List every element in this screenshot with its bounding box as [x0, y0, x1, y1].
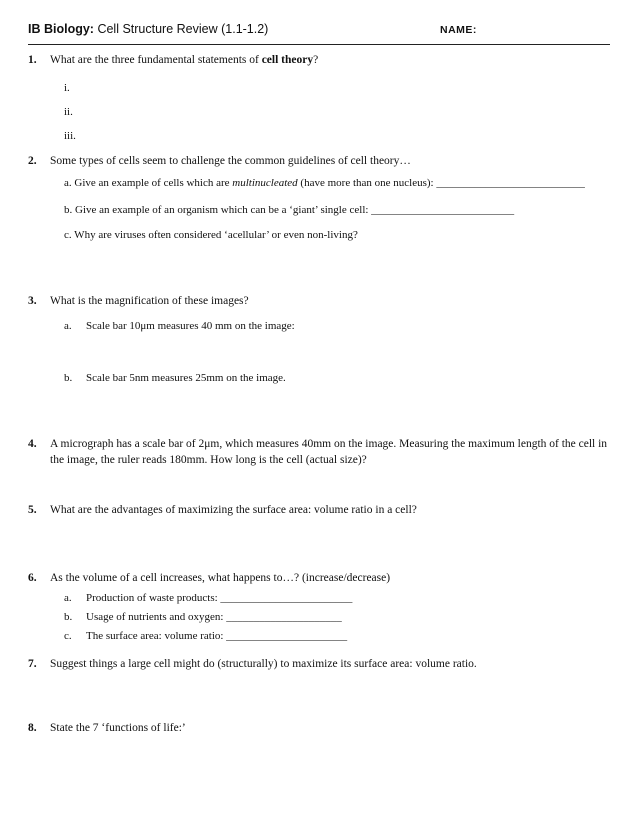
- question-number: 4.: [28, 438, 37, 450]
- question-number: 7.: [28, 658, 37, 670]
- question-text: What are the advantages of maximizing the surface area: volume ratio in a cell?: [50, 504, 417, 516]
- question-6b: b. Usage of nutrients and oxygen: _____________________: [64, 611, 342, 623]
- question-text: State the 7 ‘functions of life:’: [50, 722, 186, 734]
- question-3a: a. Scale bar 10μm measures 40 mm on the image:: [64, 320, 295, 332]
- question-6a: a. Production of waste products: ________________________: [64, 592, 353, 604]
- question-number: 5.: [28, 504, 37, 516]
- worksheet-title: [28, 22, 268, 36]
- theory-item-i: i.: [64, 82, 70, 94]
- question-text: A micrograph has a scale bar of 2μm, which measures 40mm on the image. Measuring the maximum length of the cell in the image, the ruler reads 180mm. How long is the cell (actual size)?: [50, 438, 608, 466]
- question-text: Some types of cells seem to challenge the common guidelines of cell theory…: [50, 155, 411, 167]
- title-text: Cell Structure Review (1.1-1.2): [97, 22, 269, 36]
- question-text: What is the magnification of these images?: [50, 295, 249, 307]
- question-number: 2.: [28, 155, 37, 167]
- question-2c: c. Why are viruses often considered ‘acellular’ or even non-living?: [64, 229, 358, 241]
- question-number: 8.: [28, 722, 37, 734]
- question-text: As the volume of a cell increases, what happens to…? (increase/decrease): [50, 572, 391, 584]
- name-label: NAME:: [440, 24, 477, 36]
- question-3b: b. Scale bar 5nm measures 25mm on the image.: [64, 372, 286, 384]
- theory-item-iii: iii.: [64, 130, 76, 142]
- worksheet-header: [28, 20, 610, 45]
- question-number: 6.: [28, 572, 37, 584]
- question-2b: b. Give an example of an organism which can be a ‘giant’ single cell: __________________________: [64, 204, 515, 216]
- question-text: What are the three fundamental statements of cell theory?: [50, 54, 319, 66]
- question-2a: a. Give an example of cells which are multinucleated (have more than one nucleus): ___________________________: [64, 177, 585, 189]
- question-number: 1.: [28, 54, 37, 66]
- course-label: IB Biology:: [28, 22, 94, 36]
- question-6c: c. The surface area: volume ratio: ______________________: [64, 630, 348, 642]
- question-number: 3.: [28, 295, 37, 307]
- question-text: Suggest things a large cell might do (structurally) to maximize its surface area: volume ratio.: [50, 658, 477, 670]
- theory-item-ii: ii.: [64, 106, 73, 118]
